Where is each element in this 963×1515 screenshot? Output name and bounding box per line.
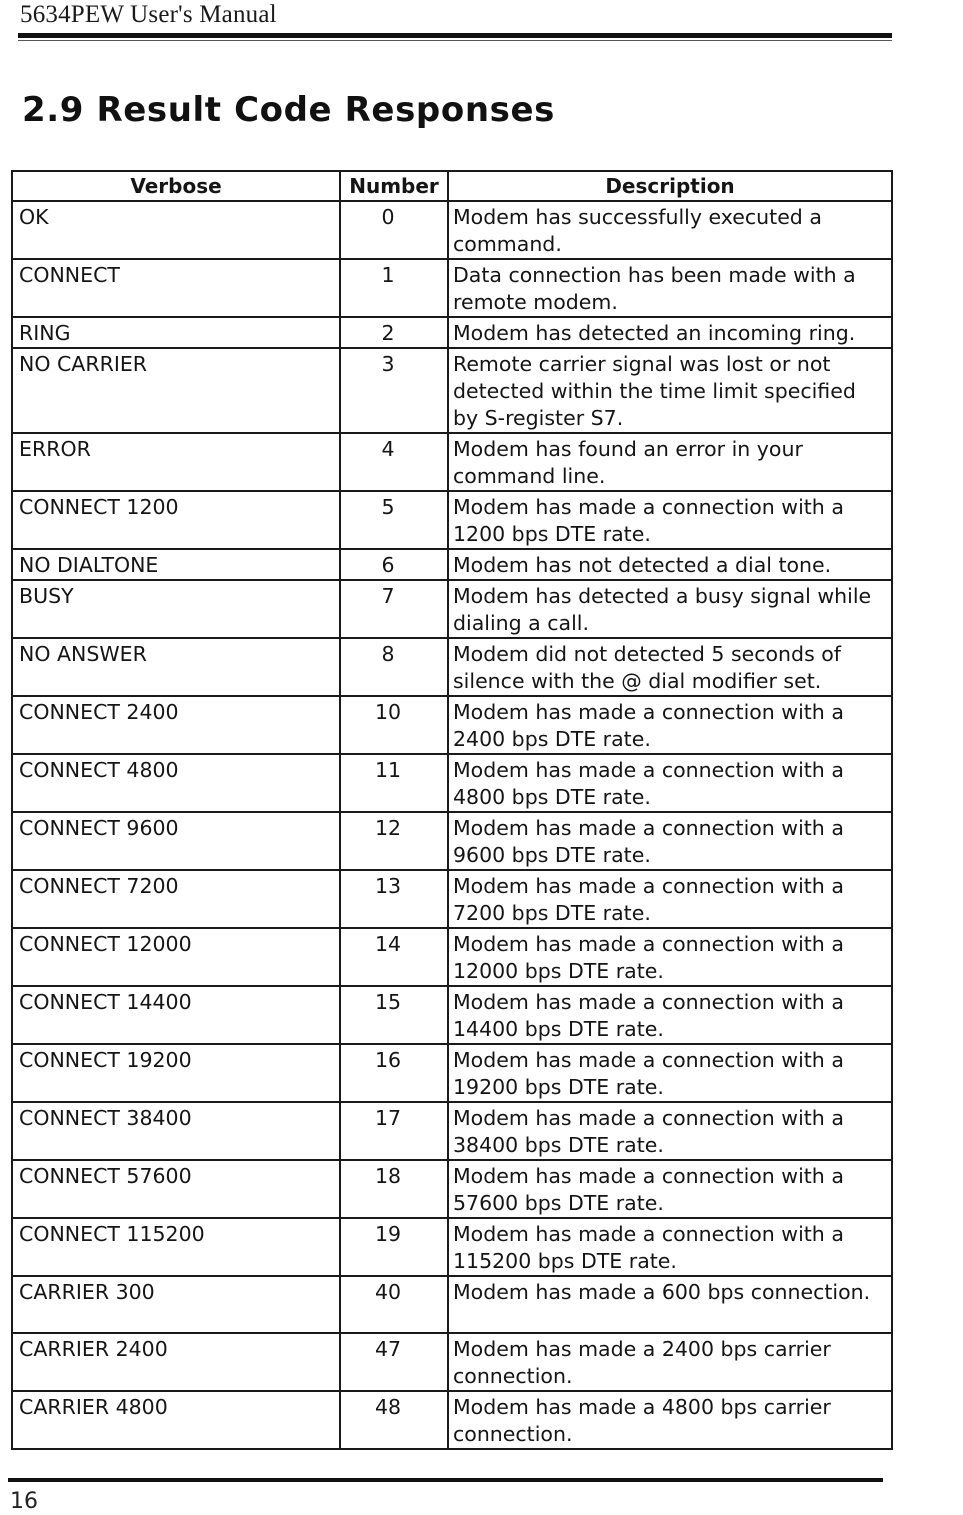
verbose-cell: RING: [12, 317, 340, 348]
description-cell: Modem has made a connection with a 57600 bps DTE rate.: [448, 1160, 892, 1218]
table-header-row: [12, 171, 892, 201]
table-row: [12, 1333, 892, 1391]
table-row: [12, 696, 892, 754]
description-cell: Modem has made a connection with a 38400 bps DTE rate.: [448, 1102, 892, 1160]
verbose-cell: CONNECT 38400: [12, 1102, 340, 1160]
verbose-cell: NO DIALTONE: [12, 549, 340, 580]
verbose-cell: CONNECT 14400: [12, 986, 340, 1044]
header-rule-thin: [18, 40, 892, 41]
number-cell: 0: [340, 201, 448, 259]
description-cell: Modem has made a 2400 bps carrier connection.: [448, 1333, 892, 1391]
table-row: [12, 201, 892, 259]
number-cell: 1: [340, 259, 448, 317]
description-cell: Modem has made a connection with a 2400 bps DTE rate.: [448, 696, 892, 754]
description-cell: Remote carrier signal was lost or not detected within the time limit specified by S-register S7.: [448, 348, 892, 433]
table-row: [12, 491, 892, 549]
number-cell: 5: [340, 491, 448, 549]
table-row: [12, 812, 892, 870]
verbose-cell: CONNECT 4800: [12, 754, 340, 812]
description-cell: Modem has made a connection with a 19200 bps DTE rate.: [448, 1044, 892, 1102]
verbose-cell: CONNECT 7200: [12, 870, 340, 928]
verbose-cell: CONNECT: [12, 259, 340, 317]
table-row: [12, 754, 892, 812]
number-cell: 7: [340, 580, 448, 638]
table-row: [12, 348, 892, 433]
description-cell: Modem did not detected 5 seconds of silence with the @ dial modifier set.: [448, 638, 892, 696]
running-header: 5634PEW User's Manual: [20, 1, 277, 28]
number-cell: 12: [340, 812, 448, 870]
description-cell: Modem has successfully executed a command.: [448, 201, 892, 259]
column-header-description: Description: [448, 171, 892, 201]
description-cell: Modem has made a connection with a 4800 bps DTE rate.: [448, 754, 892, 812]
description-cell: Modem has found an error in your command line.: [448, 433, 892, 491]
number-cell: 40: [340, 1276, 448, 1333]
number-cell: 48: [340, 1391, 448, 1449]
table-row: [12, 433, 892, 491]
description-cell: Modem has made a connection with a 115200 bps DTE rate.: [448, 1218, 892, 1276]
verbose-cell: CONNECT 57600: [12, 1160, 340, 1218]
number-cell: 8: [340, 638, 448, 696]
verbose-cell: CARRIER 2400: [12, 1333, 340, 1391]
table-row: [12, 1218, 892, 1276]
number-cell: 6: [340, 549, 448, 580]
description-cell: Modem has made a connection with a 12000 bps DTE rate.: [448, 928, 892, 986]
footer-rule: [8, 1478, 883, 1482]
number-cell: 10: [340, 696, 448, 754]
table-row: [12, 870, 892, 928]
number-cell: 13: [340, 870, 448, 928]
number-cell: 3: [340, 348, 448, 433]
description-cell: Modem has detected an incoming ring.: [448, 317, 892, 348]
number-cell: 4: [340, 433, 448, 491]
verbose-cell: CARRIER 300: [12, 1276, 340, 1333]
number-cell: 15: [340, 986, 448, 1044]
verbose-cell: NO CARRIER: [12, 348, 340, 433]
table-row: [12, 580, 892, 638]
verbose-cell: OK: [12, 201, 340, 259]
description-cell: Modem has made a 4800 bps carrier connection.: [448, 1391, 892, 1449]
verbose-cell: CONNECT 115200: [12, 1218, 340, 1276]
description-cell: Modem has made a connection with a 9600 bps DTE rate.: [448, 812, 892, 870]
table-row: [12, 638, 892, 696]
number-cell: 19: [340, 1218, 448, 1276]
table-row: [12, 317, 892, 348]
verbose-cell: ERROR: [12, 433, 340, 491]
verbose-cell: BUSY: [12, 580, 340, 638]
section-title: 2.9 Result Code Responses: [22, 90, 555, 130]
table-row: [12, 928, 892, 986]
number-cell: 18: [340, 1160, 448, 1218]
column-header-number: Number: [340, 171, 448, 201]
column-header-verbose: Verbose: [12, 171, 340, 201]
description-cell: Data connection has been made with a remote modem.: [448, 259, 892, 317]
verbose-cell: CONNECT 12000: [12, 928, 340, 986]
table-row: [12, 1044, 892, 1102]
table-row: [12, 1160, 892, 1218]
description-cell: Modem has made a connection with a 14400 bps DTE rate.: [448, 986, 892, 1044]
table-row: [12, 1391, 892, 1449]
table-row: [12, 986, 892, 1044]
number-cell: 11: [340, 754, 448, 812]
table-row: [12, 259, 892, 317]
description-cell: Modem has made a 600 bps connection.: [448, 1276, 892, 1333]
verbose-cell: CONNECT 9600: [12, 812, 340, 870]
page-number: 16: [10, 1489, 38, 1514]
verbose-cell: CONNECT 2400: [12, 696, 340, 754]
number-cell: 2: [340, 317, 448, 348]
description-cell: Modem has made a connection with a 1200 bps DTE rate.: [448, 491, 892, 549]
number-cell: 14: [340, 928, 448, 986]
table-row: [12, 1276, 892, 1333]
verbose-cell: CARRIER 4800: [12, 1391, 340, 1449]
table-row: [12, 549, 892, 580]
table-row: [12, 1102, 892, 1160]
description-cell: Modem has made a connection with a 7200 bps DTE rate.: [448, 870, 892, 928]
verbose-cell: CONNECT 19200: [12, 1044, 340, 1102]
header-rule: [18, 33, 892, 38]
description-cell: Modem has not detected a dial tone.: [448, 549, 892, 580]
description-cell: Modem has detected a busy signal while dialing a call.: [448, 580, 892, 638]
result-code-table: [11, 170, 893, 1450]
verbose-cell: CONNECT 1200: [12, 491, 340, 549]
number-cell: 17: [340, 1102, 448, 1160]
number-cell: 47: [340, 1333, 448, 1391]
verbose-cell: NO ANSWER: [12, 638, 340, 696]
number-cell: 16: [340, 1044, 448, 1102]
